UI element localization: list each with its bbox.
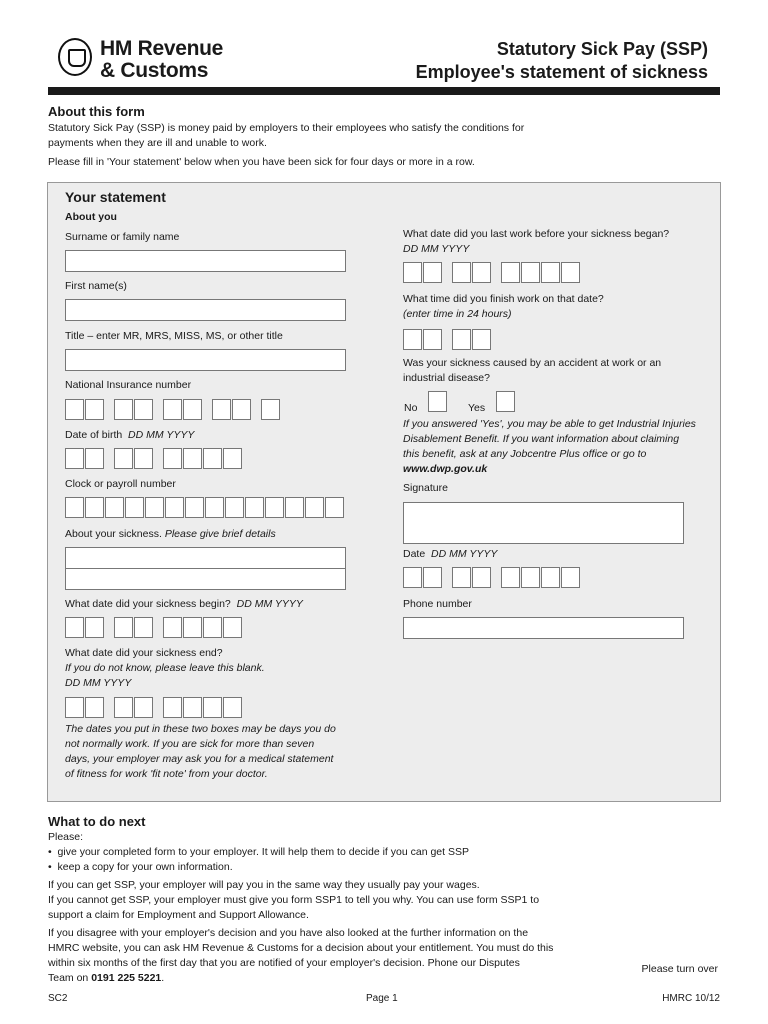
date-box[interactable]	[423, 262, 442, 283]
date-box[interactable]	[521, 262, 540, 283]
statement-heading: Your statement	[65, 189, 166, 205]
end-hint-2: DD MM YYYY	[65, 677, 132, 689]
form-title	[416, 38, 708, 84]
header-divider	[48, 87, 720, 95]
phone-input[interactable]	[403, 617, 684, 639]
date-box[interactable]	[541, 567, 560, 588]
ni-box[interactable]	[261, 399, 280, 420]
next-p3-line-3: within six months of the first day that you are notified of your employer's decision. Phone our Disputes	[48, 957, 520, 969]
next-p1: If you can get SSP, your employer will pay you in the same way they usually pay your wages.	[48, 879, 480, 891]
date-box[interactable]	[85, 697, 104, 718]
ni-box[interactable]	[65, 399, 84, 420]
date-box[interactable]	[85, 617, 104, 638]
dob-label-text: Date of birth	[65, 429, 123, 441]
disputes-suffix: .	[161, 972, 165, 984]
form-title-line-2: Employee's statement of sickness	[415, 62, 708, 82]
date-box[interactable]	[541, 262, 560, 283]
date-box[interactable]	[183, 617, 202, 638]
finish-time-hint: (enter time in 24 hours)	[403, 308, 512, 320]
clock-box[interactable]	[185, 497, 204, 518]
last-work-text: What date did you last work before your sickness began?	[403, 228, 670, 240]
bullet-1-text: give your completed form to your employer. It will help them to decide if you can get SSP	[57, 846, 469, 858]
time-box[interactable]	[423, 329, 442, 350]
title-label: Title – enter MR, MRS, MISS, MS, or other title	[65, 330, 283, 342]
next-p2-line-2: support a claim for Employment and Support Allowance.	[48, 909, 309, 921]
next-p3-line-1: If you disagree with your employer's decision and you have also looked at the further information on the	[48, 927, 529, 939]
date-box[interactable]	[501, 262, 520, 283]
accident-question	[403, 356, 661, 386]
about-paragraph-1	[48, 121, 524, 151]
first-name-label: First name(s)	[65, 280, 127, 292]
yes-note-line-1: If you answered 'Yes', you may be able to get Industrial Injuries	[403, 418, 696, 430]
sickness-begin-boxes	[65, 617, 252, 638]
dob-hint: DD MM YYYY	[128, 429, 195, 441]
dwp-link[interactable]: www.dwp.gov.uk	[403, 463, 488, 475]
bullet-1: • give your completed form to your employer. It will help them to decide if you can get SSP	[48, 846, 469, 858]
sickness-label-text: About your sickness.	[65, 528, 162, 540]
finish-time-boxes	[403, 329, 501, 350]
accident-line-1: Was your sickness caused by an accident at work or an	[403, 357, 662, 369]
form-title-line-1: Statutory Sick Pay (SSP)	[496, 39, 708, 59]
crown-logo-icon	[58, 38, 92, 76]
next-p2-line-1: If you cannot get SSP, your employer must give you form SSP1 to tell you why. You can use form SSP1 to	[48, 894, 540, 906]
clock-box[interactable]	[165, 497, 184, 518]
first-name-input[interactable]	[65, 299, 346, 321]
date-box[interactable]	[223, 617, 242, 638]
accident-line-2: industrial disease?	[403, 372, 490, 384]
sickness-details-input-1[interactable]	[65, 547, 346, 569]
about-heading: About this form	[48, 104, 145, 119]
date-box[interactable]	[203, 448, 222, 469]
signature-label: Signature	[403, 482, 448, 494]
date-box[interactable]	[163, 617, 182, 638]
date-box[interactable]	[114, 448, 133, 469]
yes-checkbox[interactable]	[496, 391, 515, 412]
clock-box[interactable]	[325, 497, 344, 518]
next-body	[48, 830, 553, 986]
signature-field[interactable]	[403, 502, 684, 544]
note-line-3: days, your employer may ask you for a medical statement	[65, 753, 334, 765]
about-p1-line-1: Statutory Sick Pay (SSP) is money paid by employers to their employees who satisfy the conditions for	[48, 122, 525, 134]
date-box[interactable]	[561, 262, 580, 283]
yes-note	[403, 417, 696, 477]
clock-box[interactable]	[145, 497, 164, 518]
signature-date-boxes	[403, 567, 590, 588]
clock-box[interactable]	[225, 497, 244, 518]
last-work-label	[403, 227, 669, 257]
end-hint-1: If you do not know, please leave this blank.	[65, 662, 265, 674]
date-box[interactable]	[403, 567, 422, 588]
please-text: Please:	[48, 831, 84, 843]
clock-box[interactable]	[305, 497, 324, 518]
surname-label: Surname or family name	[65, 231, 180, 243]
date-box[interactable]	[521, 567, 540, 588]
next-p3-line-4	[48, 971, 553, 986]
logo-line-2: & Customs	[100, 59, 209, 82]
yes-label: Yes	[468, 402, 486, 414]
date-box[interactable]	[403, 262, 422, 283]
date-box[interactable]	[134, 617, 153, 638]
about-p1-line-2: payments when they are ill and unable to work.	[48, 137, 267, 149]
date-box[interactable]	[223, 697, 242, 718]
finish-time-text: What time did you finish work on that date?	[403, 293, 604, 305]
clock-box[interactable]	[125, 497, 144, 518]
date-box[interactable]	[114, 617, 133, 638]
sickness-details-label	[65, 528, 276, 540]
note-line-1: The dates you put in these two boxes may be days you do	[65, 723, 336, 735]
ni-number-boxes	[65, 399, 290, 420]
hmrc-logo-text	[100, 38, 223, 82]
disputes-prefix: Team on	[48, 972, 92, 984]
date-box[interactable]	[85, 448, 104, 469]
about-you-heading: About you	[65, 211, 117, 223]
ni-box[interactable]	[163, 399, 182, 420]
date-box[interactable]	[65, 617, 84, 638]
ni-box[interactable]	[232, 399, 251, 420]
yes-note-line-3: this benefit, ask at any Jobcentre Plus office or go to	[403, 448, 647, 460]
ni-number-label: National Insurance number	[65, 379, 192, 391]
date-box[interactable]	[452, 262, 471, 283]
date-box[interactable]	[203, 697, 222, 718]
begin-hint: DD MM YYYY	[236, 598, 303, 610]
bullet-2-text: keep a copy for your own information.	[57, 861, 233, 873]
note-line-4: of fitness for work 'fit note' from your doctor.	[65, 768, 268, 780]
date-box[interactable]	[183, 697, 202, 718]
next-p3-line-2: HMRC website, you can ask HM Revenue & Customs for a decision about your entitlement. You must do this	[48, 942, 554, 954]
clock-box[interactable]	[85, 497, 104, 518]
ni-box[interactable]	[134, 399, 153, 420]
sickness-end-label	[65, 646, 265, 691]
date-box[interactable]	[203, 617, 222, 638]
sickness-details-input-2[interactable]	[65, 568, 346, 590]
ni-box[interactable]	[85, 399, 104, 420]
clock-box[interactable]	[65, 497, 84, 518]
yes-note-line-2: Disablement Benefit. If you want information about claiming	[403, 433, 680, 445]
time-box[interactable]	[472, 329, 491, 350]
date-box[interactable]	[134, 448, 153, 469]
date-box[interactable]	[65, 697, 84, 718]
date-box[interactable]	[561, 567, 580, 588]
date-box[interactable]	[472, 262, 491, 283]
logo-line-1: HM Revenue	[100, 37, 224, 60]
ni-box[interactable]	[183, 399, 202, 420]
ni-box[interactable]	[114, 399, 133, 420]
footer-form-code: SC2	[48, 993, 68, 1004]
last-work-boxes	[403, 262, 590, 283]
clock-box[interactable]	[205, 497, 224, 518]
date-hint: DD MM YYYY	[431, 548, 498, 560]
last-work-hint: DD MM YYYY	[403, 243, 470, 255]
begin-label-text: What date did your sickness begin?	[65, 598, 231, 610]
date-box[interactable]	[183, 448, 202, 469]
clock-number-label: Clock or payroll number	[65, 478, 176, 490]
date-box[interactable]	[163, 448, 182, 469]
footer-page-number: Page 1	[366, 993, 398, 1004]
title-input[interactable]	[65, 349, 346, 371]
clock-number-boxes	[65, 497, 345, 518]
bullet-2: • keep a copy for your own information.	[48, 861, 233, 873]
date-box[interactable]	[114, 697, 133, 718]
sickness-hint: Please give brief details	[164, 528, 276, 540]
surname-input[interactable]	[65, 250, 346, 272]
clock-box[interactable]	[105, 497, 124, 518]
clock-box[interactable]	[265, 497, 284, 518]
date-box[interactable]	[134, 697, 153, 718]
ni-box[interactable]	[212, 399, 231, 420]
date-label-text: Date	[403, 548, 426, 560]
dob-boxes	[65, 448, 252, 469]
no-label: No	[404, 402, 418, 414]
sickness-begin-label	[65, 598, 303, 610]
sickness-end-boxes	[65, 697, 252, 718]
next-heading: What to do next	[48, 814, 146, 829]
finish-time-label	[403, 292, 604, 322]
date-box[interactable]	[472, 567, 491, 588]
clock-box[interactable]	[285, 497, 304, 518]
date-label	[403, 548, 497, 560]
turn-over-text: Please turn over	[641, 963, 718, 975]
disputes-phone: 0191 225 5221	[91, 972, 162, 984]
time-box[interactable]	[452, 329, 471, 350]
note-line-2: not normally work. If you are sick for more than seven	[65, 738, 315, 750]
date-box[interactable]	[65, 448, 84, 469]
date-box[interactable]	[501, 567, 520, 588]
end-label-text: What date did your sickness end?	[65, 647, 223, 659]
time-box[interactable]	[403, 329, 422, 350]
dates-note	[65, 722, 336, 782]
footer-version: HMRC 10/12	[662, 993, 720, 1004]
about-paragraph-2: Please fill in 'Your statement' below when you have been sick for four days or more in a row.	[48, 156, 475, 168]
clock-box[interactable]	[245, 497, 264, 518]
no-checkbox[interactable]	[428, 391, 447, 412]
dob-label	[65, 429, 194, 441]
phone-label: Phone number	[403, 598, 472, 610]
date-box[interactable]	[223, 448, 242, 469]
date-box[interactable]	[452, 567, 471, 588]
date-box[interactable]	[163, 697, 182, 718]
date-box[interactable]	[423, 567, 442, 588]
